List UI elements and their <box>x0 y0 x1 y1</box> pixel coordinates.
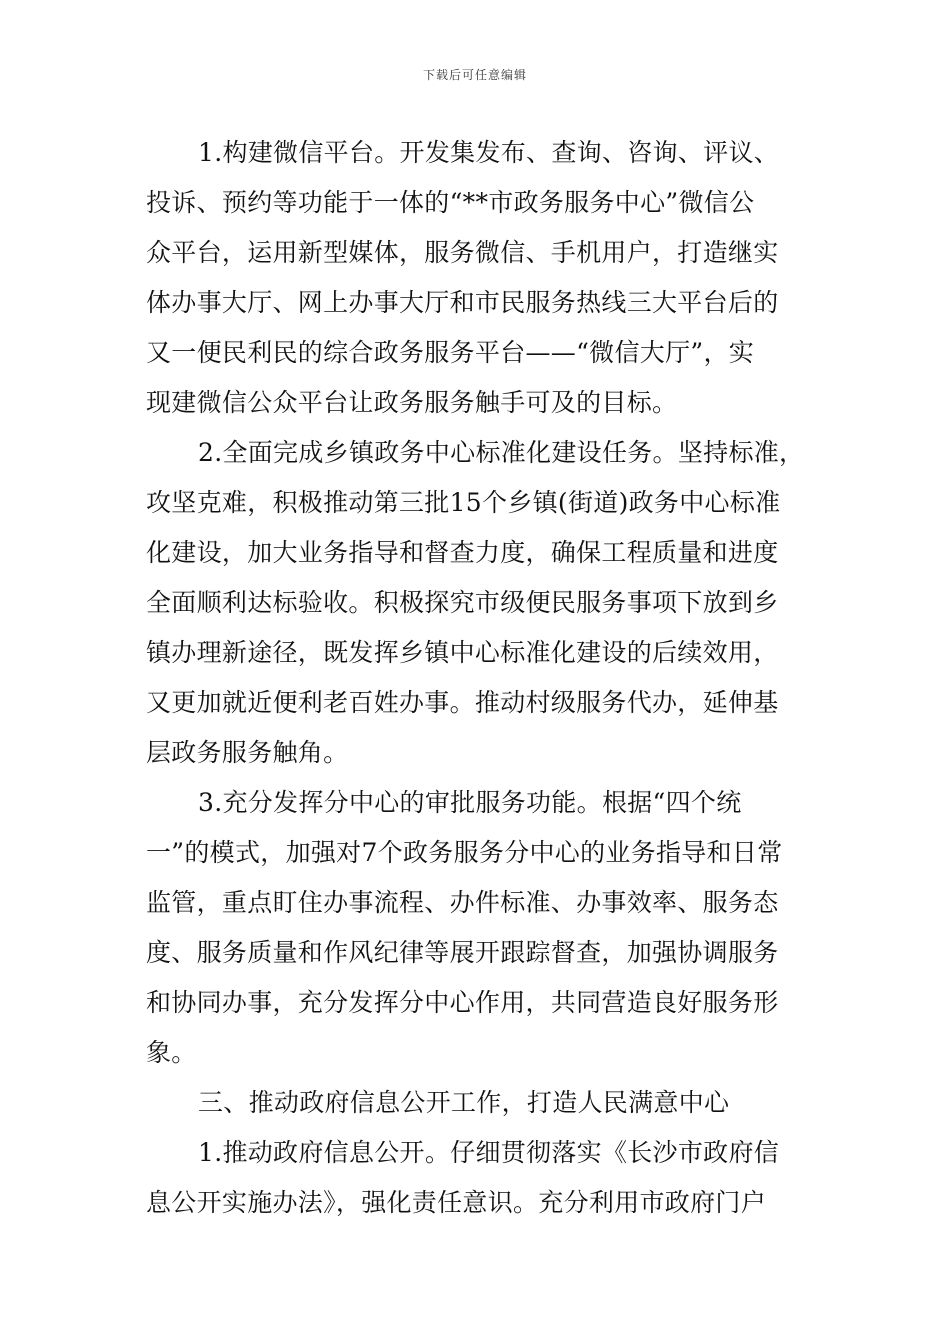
paragraph-2-line-4: 全面顺利达标验收。积极探究市级便民服务事项下放到乡 <box>146 588 779 617</box>
paragraph-2-line-1: 2.全面完成乡镇政务中心标准化建设任务。坚持标准， <box>198 438 805 467</box>
paragraph-4-line-1: 1.推动政府信息公开。仔细贯彻落实《长沙市政府信 <box>198 1138 780 1167</box>
paragraph-2-line-7: 层政务服务触角。 <box>146 738 349 767</box>
paragraph-3-line-3: 监管，重点盯住办事流程、办件标准、办事效率、服务态 <box>146 888 779 917</box>
paragraph-2-line-3: 化建设，加大业务指导和督查力度，确保工程质量和进度 <box>146 538 779 567</box>
paragraph-1-line-2: 投诉、预约等功能于一体的“**市政务服务中心”微信公 <box>146 188 755 217</box>
paragraph-1-line-3: 众平台，运用新型媒体，服务微信、手机用户，打造继实 <box>146 238 779 267</box>
paragraph-1-line-4: 体办事大厅、网上办事大厅和市民服务热线三大平台后的 <box>146 288 779 317</box>
paragraph-3-line-4: 度、服务质量和作风纪律等展开跟踪督查，加强协调服务 <box>146 938 779 967</box>
paragraph-3-line-5: 和协同办事，充分发挥分中心作用，共同营造良好服务形 <box>146 988 779 1017</box>
section-heading-3: 三、推动政府信息公开工作，打造人民满意中心 <box>198 1088 730 1117</box>
paragraph-2-line-2: 攻坚克难，积极推动第三批15个乡镇(街道)政务中心标准 <box>146 488 781 517</box>
paragraph-3-line-1: 3.充分发挥分中心的审批服务功能。根据“四个统 <box>198 788 742 817</box>
paragraph-4-line-2: 息公开实施办法》，强化责任意识。充分利用市政府门户 <box>146 1188 767 1217</box>
paragraph-1-line-6: 现建微信公众平台让政务服务触手可及的目标。 <box>146 388 678 417</box>
paragraph-1-line-1: 1.构建微信平台。开发集发布、查询、咨询、评议、 <box>198 138 780 167</box>
paragraph-3-line-2: 一”的模式，加强对7个政务服务分中心的业务指导和日常 <box>146 838 783 867</box>
paragraph-2-line-6: 又更加就近便利老百姓办事。推动村级服务代办，延伸基 <box>146 688 779 717</box>
document-body <box>146 128 826 1228</box>
paragraph-1-line-5: 又一便民利民的综合政务服务平台——“微信大厅”，实 <box>146 338 755 367</box>
page-header-note: 下载后可任意编辑 <box>422 68 527 82</box>
paragraph-2-line-5: 镇办理新途径，既发挥乡镇中心标准化建设的后续效用， <box>146 638 779 667</box>
paragraph-3-line-6: 象。 <box>146 1038 197 1067</box>
